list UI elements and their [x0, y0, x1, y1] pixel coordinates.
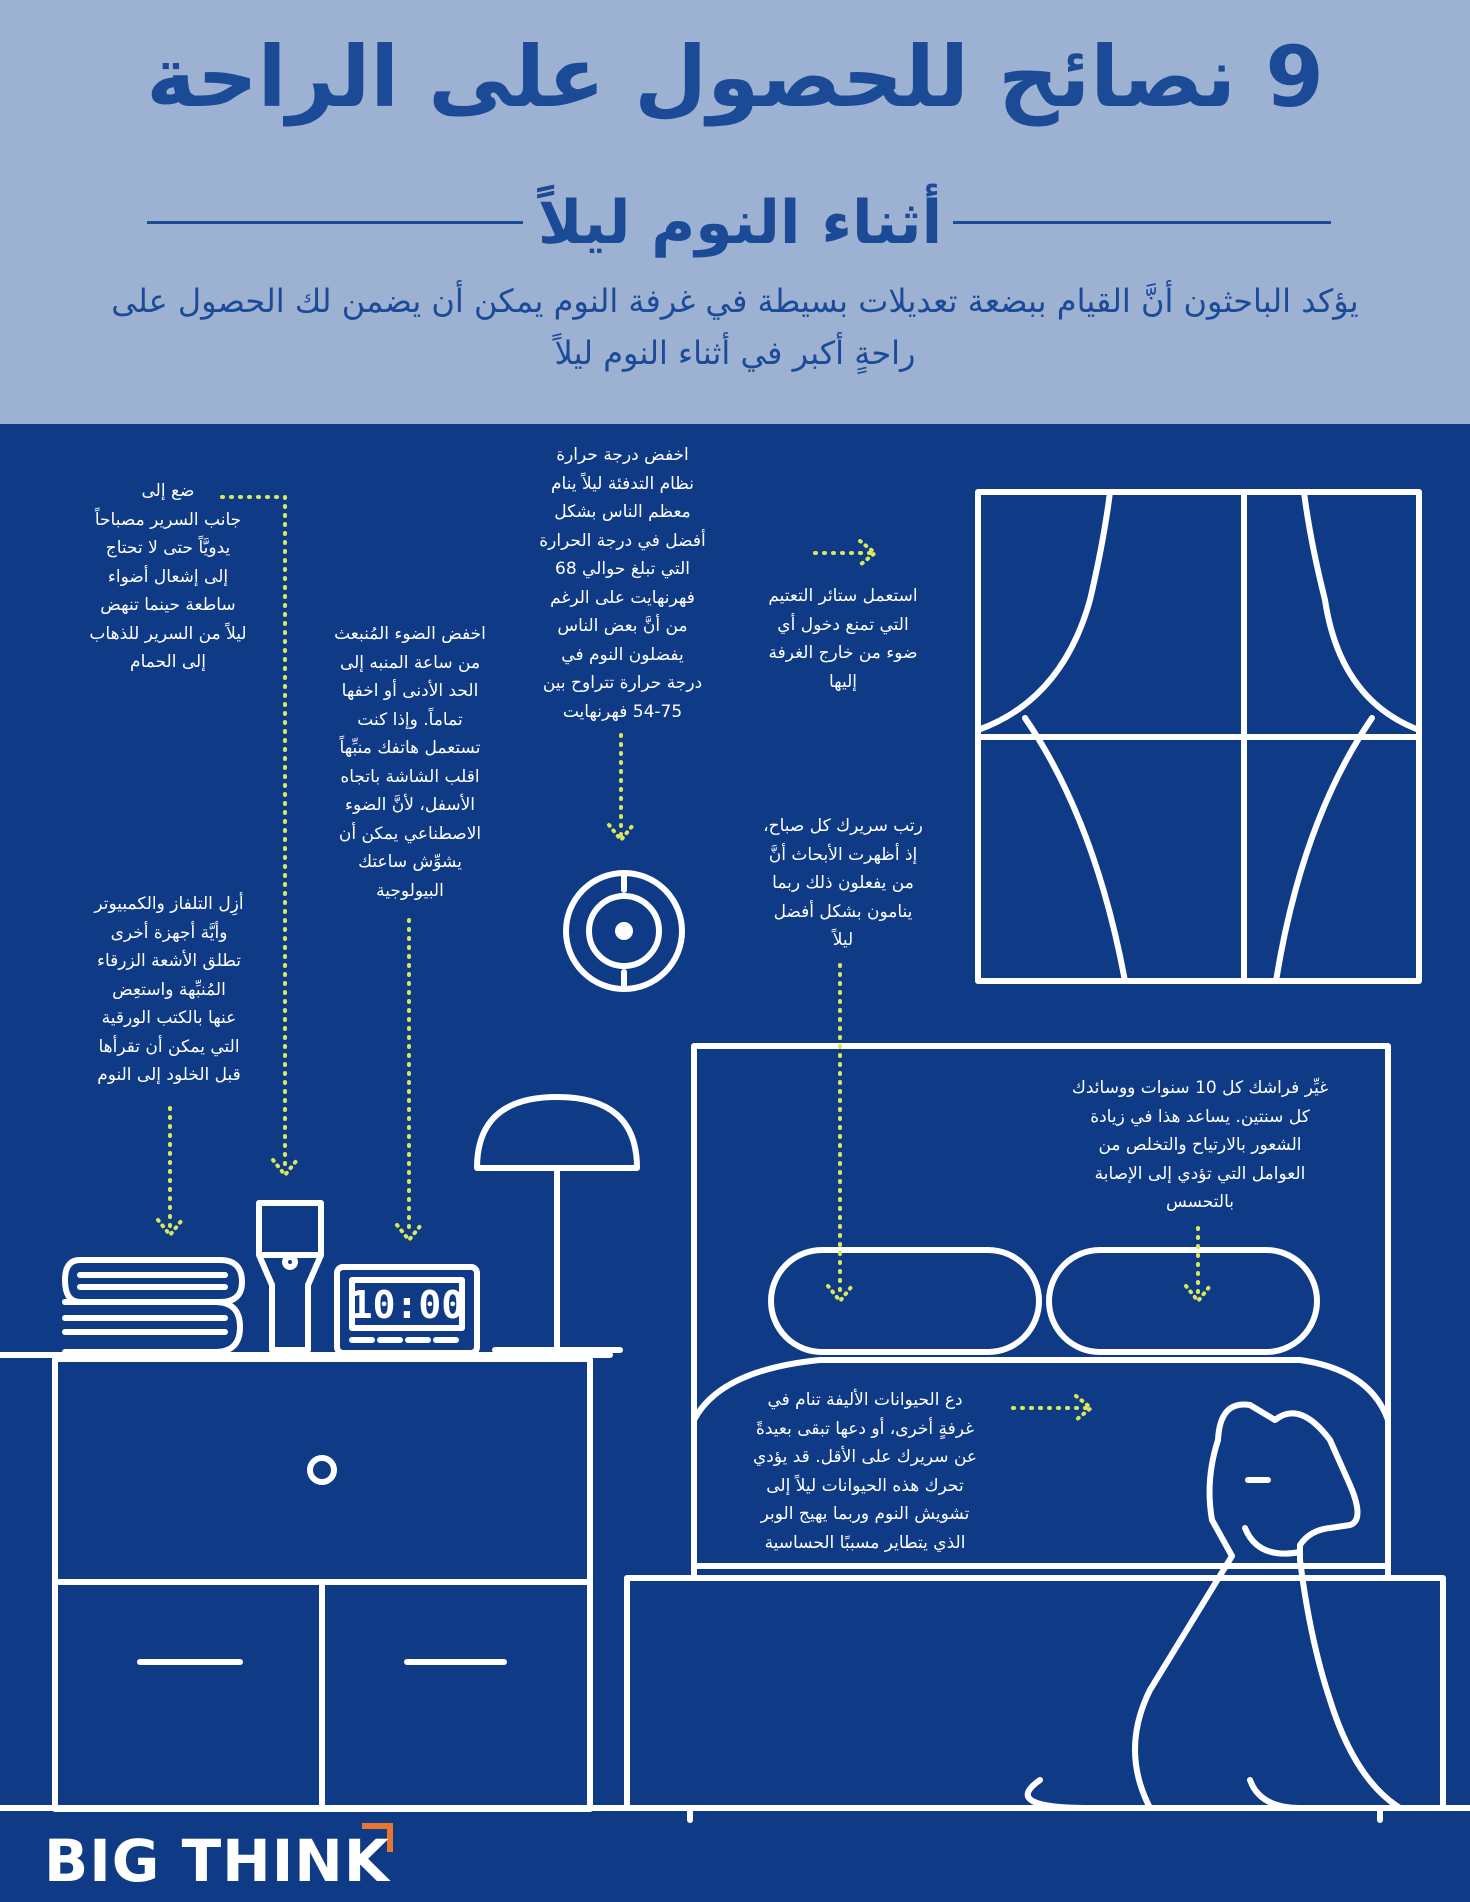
brand-logo: BIG THINK: [44, 1827, 390, 1895]
books-icon: [65, 1260, 242, 1352]
dog-icon: [1028, 1404, 1400, 1808]
tip-temperature: اخفض درجة حرارة نظام التدفئة ليلاً ينام معظم الناس بشكل أفضل في درجة الحرارة التي تبلغ حوالي 68 فهرنهايت على الرغم من أنَّ بعض الناس يفضلون النوم في درجة حرارة تتراوح بين 54-75 فهرنهايت: [539, 445, 706, 722]
table-lamp-icon: [477, 1097, 637, 1350]
flashlight-icon: [259, 1203, 321, 1350]
intro-text: يؤكد الباحثون أنَّ القيام ببضعة تعديلات بسيطة في غرفة النوم يمكن أن يضمن لك الحصول على راحةٍ أكبر في أثناء النوم ليلاً: [111, 282, 1359, 372]
clock-display: 10:00: [349, 1283, 465, 1327]
tip-screens: أزِل التلفاز والكمبيوتر وأيَّة أجهزة أخرى تطلق الأشعة الزرقاء المُنبِّهة واستعِض عنها بالكتب الورقية التي يمكن أن تقرأها قبل الخلود إلى النوم: [94, 894, 244, 1085]
tip-mattress: غيِّر فراشك كل 10 سنوات ووسائدك كل سنتين. يساعد هذا في زيادة الشعور بالارتياح والتخلص من العوامل التي تؤدي إلى الإصابة بالتحسس: [1071, 1078, 1329, 1212]
tip-curtains: استعمل ستائر التعتيم التي تمنع دخول أي ضوء من خارج الغرفة إليها: [768, 586, 918, 692]
page-title: 9 نصائح للحصول على الراحة: [146, 28, 1324, 126]
curtain-right-icon: [1304, 492, 1419, 730]
tip-make-bed: رتب سريرك كل صباح، إذ أظهرت الأبحاث أنَّ من يفعلون ذلك ربما ينامون بشكل أفضل ليلاً: [763, 816, 923, 950]
tip-clock-light: اخفض الضوء المُنبعث من ساعة المنبه إلى الحد الأدنى أو اخفها تماماً. وإذا كنت تستعمل هاتفك منبِّهاً اقلب الشاشة باتجاه الأسفل، لأنَّ الضوء الاصطناعي يمكن أن يشوِّش ساعتك البيولوجية: [334, 624, 486, 901]
tip-flashlight: ضع إلى جانب السرير مصباحاً يدويَّاً حتى لا تحتاج إلى إشعال أضواء ساطعة حينما تنهض ليلاً من السرير للذهاب إلى الحمام: [89, 481, 247, 672]
page-subtitle: أثناء النوم ليلاً: [537, 188, 943, 258]
pillow-left-icon: [771, 1250, 1039, 1352]
pillow-right-icon: [1049, 1250, 1317, 1352]
curtain-left-icon: [978, 492, 1110, 730]
tip-pets: دع الحيوانات الأليفة تنام في غرفةٍ أخرى، أو دعها تبقى بعيدةً عن سريرك على الأقل. قد يؤدي تحرك هذه الحيوانات ليلاً إلى تشويش النوم وربما يهيج الوبر الذي يتطاير مسببًا الحساسية: [752, 1390, 978, 1553]
